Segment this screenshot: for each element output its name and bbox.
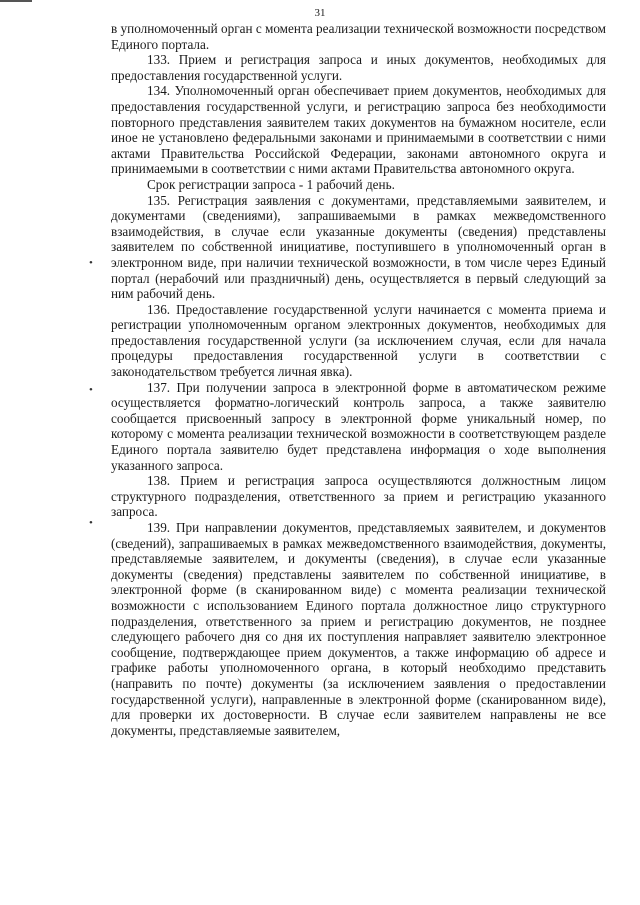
paragraph-continuation: в уполномоченный орган с момента реализации технической возможности посредством Единого портала. <box>111 21 606 52</box>
margin-mark: • <box>89 517 93 529</box>
margin-mark: • <box>89 384 93 396</box>
paragraph-136: 136. Предоставление государственной услуги начинается с момента приема и регистрации уполномоченным органом электронных документов, необходимых для предоставления государственной услуги (за исключением случая, если для начала процедуры предоставления государственной услуги в соответствии с законодательством требуется личная явка). <box>111 301 606 380</box>
paragraph-135: 135. Регистрация заявления с документами, представляемыми заявителем, и документами (сведениями), запрашиваемыми в рамках межведомственного взаимодействия, в случае если указанные документы (сведения) представлены заявителем по собственной инициативе, поступившего в уполномоченный орган в электронном виде, при наличии технической возможности, в том числе через Единый портал (нерабочий или праздничный) день, осуществляется в первый следующий за ним рабочий день. <box>111 192 606 302</box>
paragraph-137: 137. При получении запроса в электронной форме в автоматическом режиме осуществляется форматно-логический контроль запроса, а также заявителю сообщается присвоенный запросу в электронной форме уникальный номер, по которому с момента реализации технической возможности в соответствующем разделе Единого портала заявителю будет представлена информация о ходе выполнения указанного запроса. <box>111 379 606 473</box>
paragraph-133: 133. Прием и регистрация запроса и иных документов, необходимых для предоставления государственной услуги. <box>111 52 606 83</box>
page-number: 31 <box>314 7 326 19</box>
margin-mark: • <box>89 257 93 269</box>
paragraph-134: 134. Уполномоченный орган обеспечивает прием документов, необходимых для предоставления государственной услуги, и регистрацию запроса без необходимости повторного представления заявителем таких документов на бумажном носителе, если иное не установлено федеральными законами и принимаемыми в соответствии с ними актами Правительства Российской Федерации, законами автономного округа и принимаемыми в соответствии с ними актами Правительства автономного округа. <box>111 83 606 177</box>
paragraph-138: 138. Прием и регистрация запроса осуществляются должностным лицом структурного подразделения, ответственного за прием и регистрацию указанного запроса. <box>111 473 606 520</box>
top-rule <box>0 0 32 2</box>
paragraph-registration-term: Срок регистрации запроса - 1 рабочий день. <box>147 176 395 192</box>
document-body <box>111 21 606 738</box>
paragraph-139: 139. При направлении документов, представляемых заявителем, и документов (сведений), запрашиваемых в рамках межведомственного взаимодействия, документы, представляемые заявителем, и документы (сведения), в случае если указанные документы (сведения) представлены заявителем по собственной инициативе, в электронной форме (в сканированном виде) с момента реализации технической возможности с использованием Единого портала должностное лицо структурного подразделения, ответственного за прием и регистрацию документов, не позднее следующего рабочего дня со дня их поступления направляет заявителю электронное сообщение, подтверждающее прием документов, а также информацию об адресе и графике работы уполномоченного органа, в который необходимо представить (направить по почте) документы (за исключением заявления о предоставлении государственной услуги), направленные в электронной форме (сканированном виде), для проверки их достоверности. В случае если заявителем направлены не все документы, представляемые заявителем, <box>111 520 606 738</box>
